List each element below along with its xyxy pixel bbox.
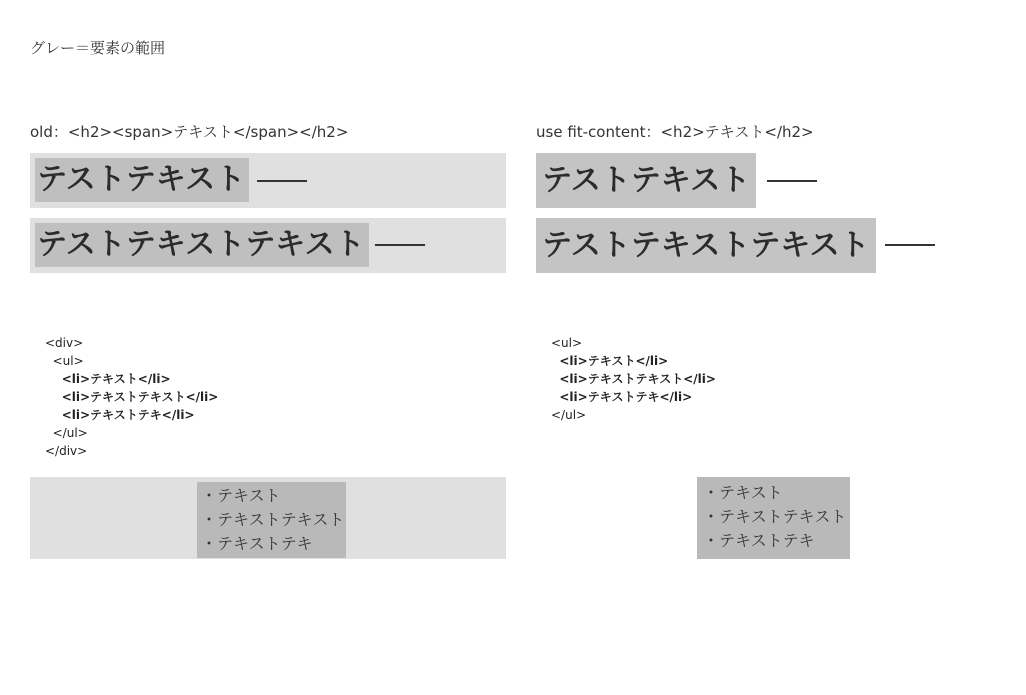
list-item: ・テキストテキスト	[201, 510, 345, 529]
old-heading-2-container	[30, 218, 506, 273]
old-heading-2-span: テストテキストテキスト	[35, 223, 369, 267]
fit-list	[697, 481, 850, 553]
old-heading-1-span: テストテキスト	[35, 158, 249, 202]
old-code-block	[45, 334, 218, 460]
code-line: <li>テキスト</li>	[45, 372, 171, 386]
fit-code-block	[551, 334, 716, 424]
code-line: <li>テキストテキ</li>	[551, 390, 693, 404]
code-line: <li>テキストテキスト</li>	[45, 390, 219, 404]
fit-column-label: use fit-content：<h2>テキスト</h2>	[536, 123, 814, 141]
old-heading-1-dash	[257, 180, 307, 182]
code-line: <ul>	[551, 336, 583, 350]
list-item: ・テキストテキスト	[703, 507, 847, 526]
fit-heading-1: テストテキスト	[536, 153, 756, 208]
old-column-label: old：<h2><span>テキスト</span></h2>	[30, 123, 349, 141]
fit-heading-2: テストテキストテキスト	[536, 218, 876, 273]
fit-heading-1-dash	[767, 180, 817, 182]
code-line: </ul>	[551, 408, 587, 422]
old-list-wrapper	[30, 477, 506, 559]
code-line: <ul>	[45, 354, 84, 368]
old-list	[197, 484, 346, 556]
list-item: ・テキスト	[703, 483, 783, 502]
fit-heading-2-dash	[885, 244, 935, 246]
list-item: ・テキストテキ	[201, 534, 313, 553]
code-line: </ul>	[45, 426, 88, 440]
code-line: <li>テキスト</li>	[551, 354, 669, 368]
old-heading-2-dash	[375, 244, 425, 246]
list-item: ・テキストテキ	[703, 531, 815, 550]
code-line: <li>テキストテキスト</li>	[551, 372, 716, 386]
old-list-box	[197, 482, 346, 558]
code-line: </div>	[45, 444, 88, 458]
list-item: ・テキスト	[201, 486, 281, 505]
code-line: <div>	[45, 336, 84, 350]
legend-text: グレー＝要素の範囲	[30, 39, 166, 57]
fit-list-box	[697, 477, 850, 559]
code-line: <li>テキストテキ</li>	[45, 408, 195, 422]
